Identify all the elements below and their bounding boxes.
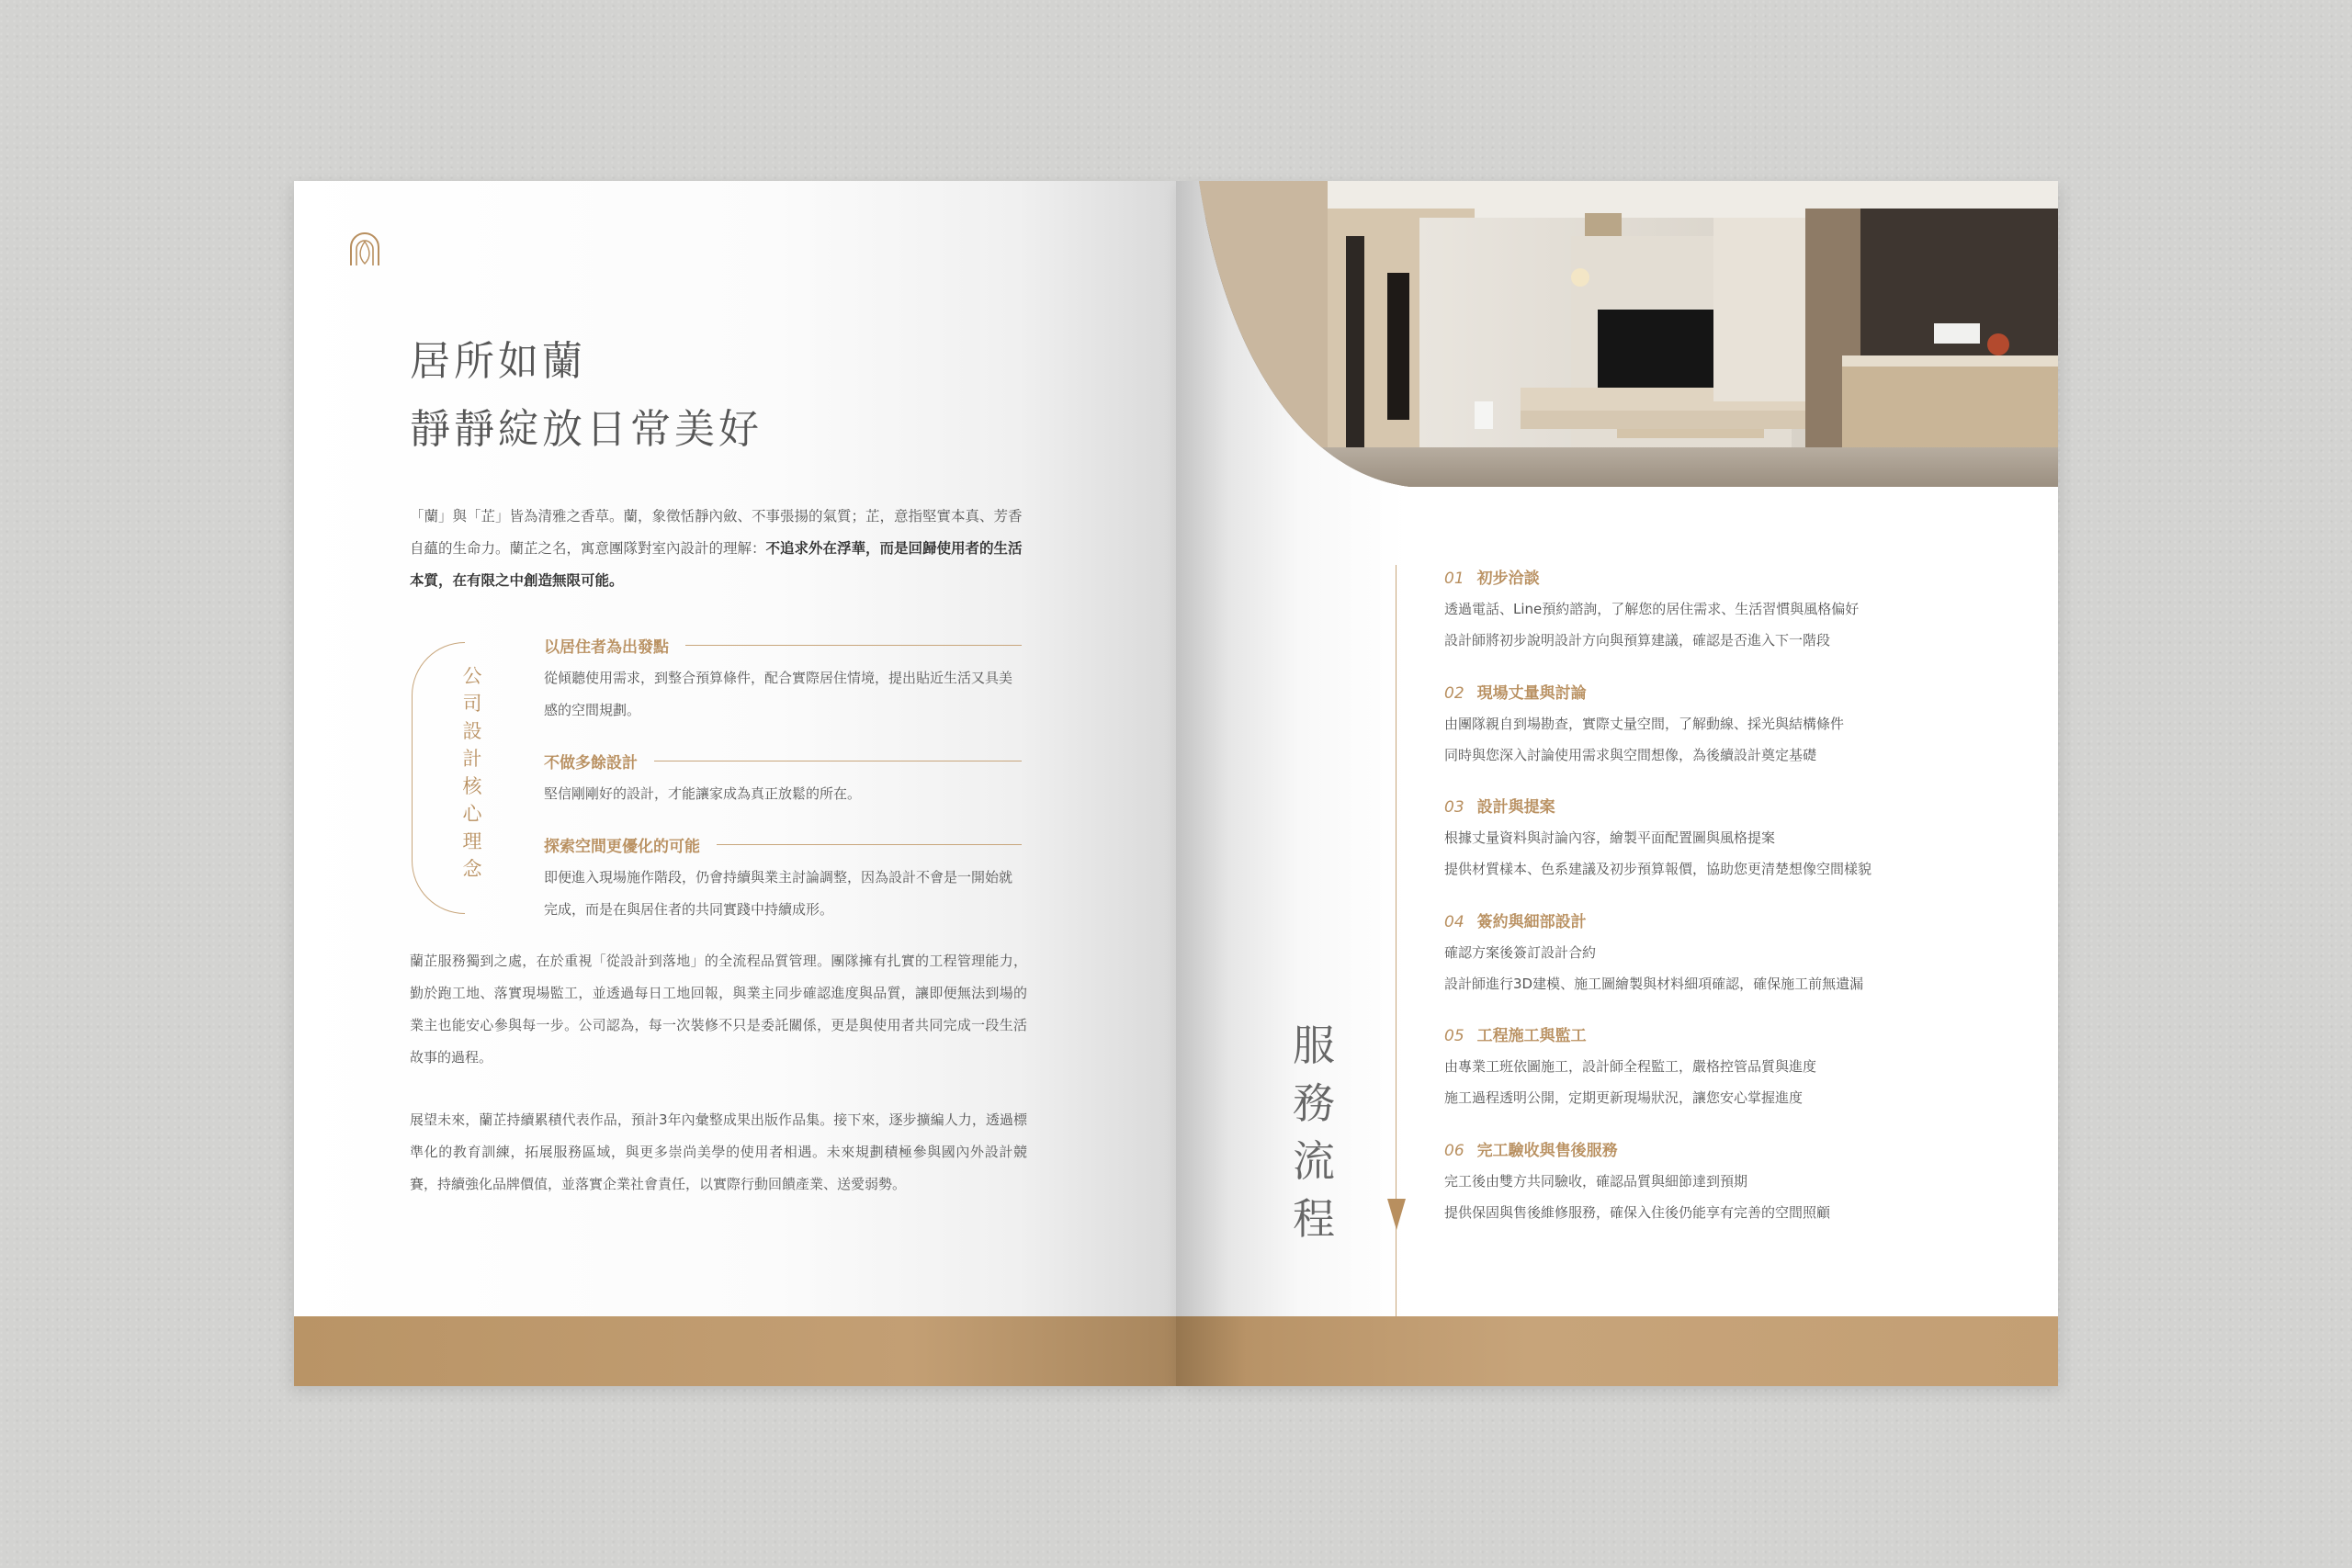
step-number: 06	[1444, 1141, 1464, 1160]
principle-title: 不做多餘設計	[544, 753, 638, 773]
title-line-2: 靜靜綻放日常美好	[410, 406, 763, 453]
process-step	[1444, 679, 2014, 794]
step-title: 設計與提案	[1476, 798, 1555, 818]
process-step	[1444, 1021, 2014, 1136]
vertical-title: 服務流程	[1293, 1021, 1335, 1244]
intro-paragraph	[410, 501, 1027, 597]
principle-item	[544, 631, 1022, 727]
step-title: 完工驗收與售後服務	[1476, 1141, 1618, 1160]
step-number: 03	[1444, 798, 1464, 818]
step-number: 02	[1444, 683, 1464, 703]
step-line: 設計師進行3D建模、施工圖繪製與材料細項確認，確保施工前無遺漏	[1444, 975, 1864, 992]
principle-title: 以居住者為出發點	[544, 637, 669, 657]
principle-item	[544, 747, 1022, 810]
step-line: 根據丈量資料與討論內容，繪製平面配置圖與風格提案	[1444, 829, 1776, 847]
bottom-band	[1176, 1316, 2058, 1386]
bottom-band	[294, 1316, 1176, 1386]
principle-body: 從傾聽使用需求，到整合預算條件，配合實際居住情境，提出貼近生活又具美感的空間規劃。	[544, 670, 1013, 718]
step-title: 簽約與細部設計	[1476, 912, 1587, 931]
intro-text: 「蘭」與「芷」皆為清雅之香草。蘭，象徵恬靜內斂、不事張揚的氣質；芷，意指堅實本真、芳香自蘊的生命力。蘭芷之名，寓意團隊對室內設計的理解：	[410, 508, 1023, 557]
step-line: 提供保固與售後維修服務，確保入住後仍能享有完善的空間照顧	[1444, 1203, 1831, 1221]
timeline-arrow-icon	[1387, 1199, 1406, 1230]
step-title: 初步洽談	[1476, 570, 1540, 588]
step-title: 工程施工與監工	[1476, 1027, 1587, 1046]
principle-item	[544, 830, 1022, 926]
step-number: 04	[1444, 912, 1464, 931]
process-step	[1444, 564, 2014, 679]
step-line: 完工後由雙方共同驗收，確認品質與細節達到預期	[1444, 1172, 1748, 1190]
principle-title: 探索空間更優化的可能	[544, 837, 700, 856]
intro-emphasis: 不追求外在浮華，而是回歸使用者的生活本質，在有限之中創造無限可能。	[410, 540, 1023, 589]
principle-body: 堅信剛剛好的設計，才能讓家成為真正放鬆的所在。	[544, 785, 862, 802]
principle-body: 即便進入現場施作階段，仍會持續與業主討論調整，因為設計不會是一開始就完成，而是在與居住者的共同實踐中持續成形。	[544, 869, 1013, 918]
process-steps	[1444, 564, 2014, 1251]
process-step	[1444, 1136, 2014, 1251]
divider	[717, 844, 1022, 845]
step-number: 05	[1444, 1027, 1464, 1046]
process-step	[1444, 908, 2014, 1022]
principles-list	[544, 631, 1022, 946]
step-line: 由專業工班依圖施工，設計師全程監工，嚴格控管品質與進度	[1444, 1058, 1817, 1076]
step-line: 提供材質樣本、色系建議及初步預算報價，協助您更清楚想像空間樣貌	[1444, 861, 1872, 878]
step-line: 透過電話、Line預約諮詢，了解您的居住需求、生活習慣與風格偏好	[1444, 601, 1860, 617]
right-page	[1176, 181, 2058, 1386]
core-concept-label: 公司設計核心理念	[462, 665, 482, 880]
step-line: 由團隊親自到場勘查，實際丈量空間，了解動線、採光與結構條件	[1444, 715, 1845, 732]
service-paragraph: 蘭芷服務獨到之處，在於重視「從設計到落地」的全流程品質管理。團隊擁有扎實的工程管理能力，勤於跑工地、落實現場監工，並透過每日工地回報，與業主同步確認進度與品質，讓即便無法到場的業主也能安心參與每一步。公司認為，每一次裝修不只是委託關係，更是與使用者共同完成一段生活故事的過程。	[410, 953, 1027, 1066]
left-page	[294, 181, 1176, 1386]
title-line-1: 居所如蘭	[410, 338, 586, 385]
step-number: 01	[1444, 570, 1464, 588]
step-line: 設計師將初步說明設計方向與預算建議，確認是否進入下一階段	[1444, 632, 1831, 649]
future-paragraph: 展望未來，蘭芷持續累積代表作品，預計3年內彙整成果出版作品集。接下來，逐步擴編人力，透過標準化的教育訓練，拓展服務區域，與更多崇尚美學的使用者相遇。未來規劃積極參與國內外設計競賽，持續強化品牌價值，並落實企業社會責任，以實際行動回饋產業、送愛弱勢。	[410, 1111, 1027, 1192]
step-line: 確認方案後簽訂設計合約	[1444, 943, 1597, 961]
interior-photo	[1199, 181, 2058, 487]
orchid-arch-logo-icon	[345, 231, 384, 267]
step-title: 現場丈量與討論	[1476, 683, 1587, 703]
step-line: 同時與您深入討論使用需求與空間想像，為後續設計奠定基礎	[1444, 746, 1817, 763]
step-line: 施工過程透明公開，定期更新現場狀況，讓您安心掌握進度	[1444, 1089, 1804, 1107]
core-bracket	[412, 642, 465, 914]
page-title	[410, 328, 763, 464]
divider	[685, 645, 1022, 646]
process-step	[1444, 793, 2014, 908]
